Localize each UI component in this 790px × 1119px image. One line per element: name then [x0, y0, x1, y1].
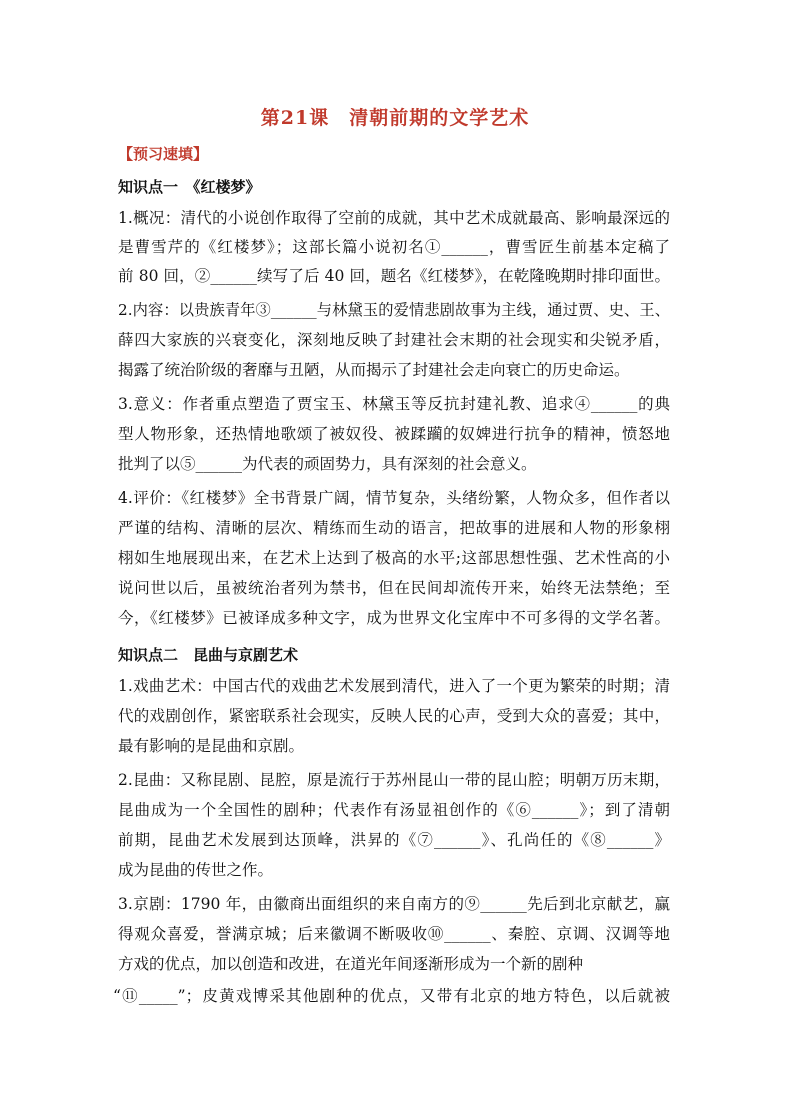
paragraph-line: “⑪_____”；皮黄戏博采其他剧种的优点，又带有北京的地方特色，以后就被 — [113, 987, 670, 1005]
paragraph-line: 批判了以⑤______为代表的顽固势力，具有深刻的社会意义。 — [118, 455, 537, 473]
paragraph-line: 型人物形象，还热情地歌颂了被奴役、被蹂躏的奴婢进行抗争的精神，愤怒地 — [118, 425, 670, 443]
paragraph-line: 前期，昆曲艺术发展到达顶峰，洪昇的《⑦______》、孔尚任的《⑧______》 — [118, 831, 670, 849]
paragraph-line: 得观众喜爱，誉满京城；后来徽调不断吸收⑩______、秦腔、京调、汉调等地 — [118, 925, 670, 943]
paragraph-line: 2.内容：以贵族青年③______与林黛玉的爱情悲剧故事为主线，通过贾、史、王、 — [118, 301, 670, 319]
paragraph-line: 方戏的优点，加以创造和改进，在道光年间逐渐形成为一个新的剧种 — [118, 955, 584, 973]
paragraph-line: 成为昆曲的传世之作。 — [118, 861, 274, 879]
paragraph-line: 前 80 回，②______续写了后 40 回，题名《红楼梦》，在乾隆晚期时排印面世。 — [118, 267, 670, 285]
paragraph-line: 昆曲成为一个全国性的剧种；代表作有汤显祖创作的《⑥______》；到了清朝 — [118, 801, 670, 819]
paragraph-line: 3.京剧：1790 年，由徽商出面组织的来自南方的⑨______先后到北京献艺，赢 — [118, 895, 670, 913]
knowledge2-heading: 知识点二 昆曲与京剧艺术 — [118, 646, 299, 664]
lesson-title: 第21课 清朝前期的文学艺术 — [260, 107, 530, 129]
paragraph-line: 1.概况：清代的小说创作取得了空前的成就，其中艺术成就最高、影响最深远的 — [118, 209, 670, 227]
paragraph-line: 2.昆曲：又称昆剧、昆腔，原是流行于苏州昆山一带的昆山腔；明朝万历末期， — [118, 771, 670, 789]
paragraph-line: 是曹雪芹的《红楼梦》；这部长篇小说初名①______，曹雪匠生前基本定稿了 — [118, 238, 670, 256]
knowledge1-heading: 知识点一 《红楼梦》 — [118, 178, 261, 196]
paragraph-line: 1.戏曲艺术：中国古代的戏曲艺术发展到清代，进入了一个更为繁荣的时期；清 — [118, 677, 670, 695]
paragraph-line: 最有影响的是昆曲和京剧。 — [118, 737, 305, 755]
paragraph-line: 代的戏剧创作，紧密联系社会现实，反映人民的心声，受到大众的喜爱；其中， — [118, 707, 670, 725]
paragraph-line: 栩如生地展现出来，在艺术上达到了极高的水平;这部思想性强、艺术性高的小 — [118, 549, 670, 567]
paragraph-line: 说问世以后，虽被统治者列为禁书，但在民间却流传开来，始终无法禁绝；至 — [118, 579, 670, 597]
paragraph-line: 严谨的结构、清晰的层次、精练而生动的语言，把故事的进展和人物的形象栩 — [118, 519, 670, 537]
paragraph-line: 揭露了统治阶级的奢靡与丑陋，从而揭示了封建社会走向衰亡的历史命运。 — [118, 361, 630, 379]
paragraph-line: 3.意义：作者重点塑造了贾宝玉、林黛玉等反抗封建礼教、追求④______的典 — [118, 395, 670, 413]
paragraph-line: 薛四大家族的兴衰变化，深刻地反映了封建社会末期的社会现实和尖锐矛盾， — [118, 331, 670, 349]
paragraph-line: 今，《红楼梦》已被译成多种文字，成为世界文化宝库中不可多得的文学名著。 — [118, 609, 670, 627]
section-tag: 【预习速填】 — [118, 145, 209, 163]
paragraph-line: 4.评价：《红楼梦》全书背景广阔，情节复杂，头绪纷繁，人物众多，但作者以 — [118, 489, 670, 507]
